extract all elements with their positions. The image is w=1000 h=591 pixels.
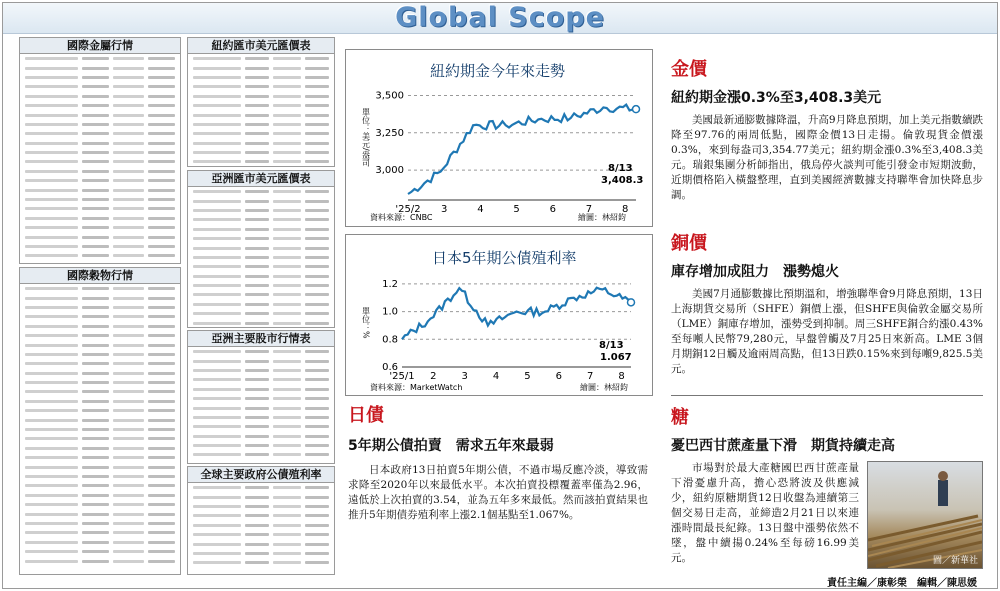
gold-annotation-date: 8/13 — [608, 163, 633, 174]
gold-xtick-label: 7 — [585, 204, 593, 215]
masthead-title: Global Scope — [395, 2, 605, 33]
intl-grains-table — [19, 267, 181, 575]
gold-xtick-label: 4 — [477, 204, 484, 215]
jgb-series-line — [402, 288, 631, 340]
gold-ytick-label: 3,500 — [375, 90, 404, 102]
gold-chart — [346, 50, 652, 226]
table-row-placeholder — [188, 63, 334, 72]
table-row-placeholder — [20, 519, 180, 528]
intl-grains-title: 國際穀物行情 — [20, 268, 180, 284]
table-row-placeholder — [188, 385, 334, 394]
table-row-placeholder — [20, 167, 180, 176]
table-row-placeholder — [188, 539, 334, 548]
table-row-placeholder — [20, 538, 180, 547]
table-row-placeholder — [20, 462, 180, 471]
table-row-placeholder — [20, 453, 180, 462]
jgb-end-marker — [628, 299, 635, 306]
table-row-placeholder — [20, 195, 180, 204]
gold-xtick-label: 3 — [441, 204, 448, 215]
page-frame — [2, 2, 998, 589]
table-row-placeholder — [20, 331, 180, 340]
table-row-placeholder — [188, 530, 334, 539]
table-row-placeholder — [188, 511, 334, 520]
table-row-placeholder — [188, 521, 334, 530]
gold-ytick-label: 3,250 — [375, 127, 404, 139]
ny-fx-table — [187, 37, 335, 167]
intl-metals-rows — [20, 54, 180, 261]
jgb-ytick-label: 0.6 — [382, 362, 398, 373]
table-row-placeholder — [20, 92, 180, 101]
table-row-placeholder — [20, 139, 180, 148]
jgb-article — [348, 401, 648, 523]
table-row-placeholder — [188, 356, 334, 365]
table-row-placeholder — [188, 253, 334, 262]
gold-body: 美國最新通膨數據降溫，升高9月降息預期，加上美元指數續跌降至97.76的兩周低點，國際金價13日走揚。倫敦現貨金價漲0.3%，來到每盎司3,354.77美元；紐約期金漲0.3%至3,408.3美元。瑞銀集團分析師指出，俄烏停火談判可能引發金市短期波動，近期價格陷入橫盤整理，直到美國經濟數據支持聯準會加快降息步調。 — [671, 114, 983, 201]
table-row-placeholder — [188, 558, 334, 567]
jgb-xtick-label: 3 — [461, 371, 468, 382]
table-row-placeholder — [20, 63, 180, 72]
gold-sub: 紐約期金漲0.3%至3,408.3美元 — [671, 90, 882, 106]
copper-body: 美國7月通膨數據比預期溫和，增強聯準會9月降息預期，13日上海期貨交易所（SHFE）銅價上漲，但SHFE與倫敦金屬交易所（LME）銅庫存增加，漲勢受到抑制。周三SHFE銅合約漲0.43%至每噸人民幣79,280元，早盤曾觸及7月25日來新高。LME 3個月期銅12日觸及逾兩周高點，但13日跌0.15%來到每噸9,825.5美元。 — [671, 288, 983, 375]
table-row-placeholder — [20, 176, 180, 185]
jgb-chart-ylabel: 單位：% — [361, 307, 371, 339]
gold-xtick-label: 6 — [549, 204, 556, 215]
jgb-chart-credit: 繪圖：林紹鈞 — [580, 383, 628, 392]
sugar-sub: 憂巴西甘蔗產量下滑 期貨持續走高 — [671, 438, 895, 454]
table-row-placeholder — [20, 406, 180, 415]
intl-metals-title: 國際金屬行情 — [20, 38, 180, 54]
table-row-placeholder — [20, 293, 180, 302]
asia-fx-title: 亞洲匯市美元匯價表 — [188, 171, 334, 187]
table-row-placeholder — [20, 322, 180, 331]
gold-chart-credit: 繪圖：林紹鈞 — [578, 213, 626, 222]
jgb-sub: 5年期公債拍賣 需求五年來最弱 — [348, 438, 554, 454]
table-row-placeholder — [188, 347, 334, 356]
table-row-placeholder — [20, 425, 180, 434]
table-row-placeholder — [188, 403, 334, 412]
table-row-placeholder — [188, 450, 334, 459]
jgb-xtick-label: 6 — [555, 371, 563, 382]
table-row-placeholder — [20, 129, 180, 138]
table-row-placeholder — [20, 397, 180, 406]
table-row-placeholder — [20, 251, 180, 260]
ny-fx-rows — [188, 54, 334, 167]
gold-head: 金價 — [671, 59, 707, 80]
table-row-placeholder — [188, 225, 334, 234]
asia-stocks-title: 亞洲主要股市行情表 — [188, 331, 334, 347]
table-row-placeholder — [188, 366, 334, 375]
gold-ytick-label: 3,000 — [375, 165, 404, 177]
table-row-placeholder — [20, 556, 180, 565]
table-row-placeholder — [188, 549, 334, 558]
table-row-placeholder — [20, 509, 180, 518]
gold-annotation-value: 3,408.3 — [601, 175, 644, 186]
jgb-chart-title: 日本5年期公債殖利率 — [432, 249, 577, 267]
table-row-placeholder — [188, 422, 334, 431]
copper-article — [671, 229, 983, 377]
table-row-placeholder — [188, 309, 334, 318]
gold-end-marker — [633, 106, 640, 113]
table-row-placeholder — [188, 54, 334, 63]
table-row-placeholder — [188, 73, 334, 82]
table-row-placeholder — [188, 120, 334, 129]
table-row-placeholder — [188, 215, 334, 224]
table-row-placeholder — [20, 340, 180, 349]
jgb-annotation-value: 1.067 — [600, 352, 632, 363]
gold-chart-source: 資料來源：CNBC — [370, 213, 433, 222]
table-row-placeholder — [20, 204, 180, 213]
table-row-placeholder — [20, 110, 180, 119]
table-row-placeholder — [20, 528, 180, 537]
table-row-placeholder — [188, 318, 334, 327]
table-row-placeholder — [188, 502, 334, 511]
asia-fx-table — [187, 170, 335, 328]
table-row-placeholder — [20, 481, 180, 490]
sugar-head: 糖 — [671, 407, 689, 428]
table-row-placeholder — [20, 359, 180, 368]
table-row-placeholder — [188, 157, 334, 166]
table-row-placeholder — [188, 110, 334, 119]
table-row-placeholder — [20, 214, 180, 223]
table-row-placeholder — [188, 492, 334, 501]
gold-chart-title: 紐約期金今年來走勢 — [430, 62, 566, 80]
table-row-placeholder — [20, 54, 180, 63]
bond-yields-rows — [188, 483, 334, 568]
masthead — [3, 3, 997, 34]
table-row-placeholder — [20, 101, 180, 110]
table-row-placeholder — [188, 139, 334, 148]
table-row-placeholder — [188, 196, 334, 205]
gold-article — [671, 55, 983, 203]
gold-xtick-label: 8 — [621, 204, 629, 215]
table-row-placeholder — [20, 500, 180, 509]
table-row-placeholder — [20, 369, 180, 378]
table-row-placeholder — [188, 441, 334, 450]
copper-head: 銅價 — [671, 233, 707, 254]
table-row-placeholder — [188, 300, 334, 309]
table-row-placeholder — [188, 101, 334, 110]
jgb-annotation-date: 8/13 — [599, 340, 624, 351]
editor-credit: 責任主編／康彰榮 編輯／陳思媛 — [827, 578, 977, 589]
jgb-xtick-label: 7 — [587, 371, 594, 382]
table-row-placeholder — [20, 547, 180, 556]
gold-xtick-label: 5 — [513, 204, 520, 215]
jgb-xtick-label: 5 — [524, 371, 531, 382]
jgb-ytick-label: 1.2 — [382, 278, 398, 290]
gold-chart-ylabel: 單位：美元/盎司 — [361, 108, 371, 167]
divider — [671, 395, 983, 396]
table-row-placeholder — [188, 82, 334, 91]
jgb-ytick-label: 0.8 — [382, 334, 398, 346]
table-row-placeholder — [20, 148, 180, 157]
jgb-xtick-label: 2 — [430, 371, 437, 382]
table-row-placeholder — [20, 157, 180, 166]
table-row-placeholder — [188, 187, 334, 196]
jgb-xtick-label: 4 — [492, 371, 500, 382]
table-row-placeholder — [20, 312, 180, 321]
table-row-placeholder — [20, 444, 180, 453]
jgb-chart — [346, 235, 652, 395]
table-row-placeholder — [188, 483, 334, 492]
table-row-placeholder — [20, 303, 180, 312]
photo-credit: 圖／新華社 — [932, 556, 978, 566]
table-row-placeholder — [20, 415, 180, 424]
table-row-placeholder — [188, 234, 334, 243]
jgb-xtick-label: '25/1 — [389, 371, 415, 382]
table-row-placeholder — [188, 243, 334, 252]
table-row-placeholder — [188, 262, 334, 271]
table-row-placeholder — [20, 232, 180, 241]
table-row-placeholder — [20, 378, 180, 387]
jgb-head: 日債 — [348, 405, 384, 426]
table-row-placeholder — [188, 394, 334, 403]
table-row-placeholder — [188, 413, 334, 422]
gold-xtick-label: '25/2 — [395, 204, 421, 215]
copper-sub: 庫存增加成阻力 漲勢熄火 — [671, 264, 839, 280]
table-row-placeholder — [188, 375, 334, 384]
jgb-ytick-label: 1.0 — [382, 306, 398, 318]
table-row-placeholder — [188, 148, 334, 157]
jgb-body: 日本政府13日拍賣5年期公債，不過市場反應冷淡，導致需求降至2020年以來最低水平。本次拍賣投標覆蓋率僅為2.96，遠低於上次拍賣的3.54，並為五年多來最低。然而該拍賣結果也推升5年期債券殖利率上漲2.1個基點至1.067%。 — [348, 464, 648, 521]
table-row-placeholder — [188, 281, 334, 290]
table-row-placeholder — [20, 73, 180, 82]
table-row-placeholder — [188, 92, 334, 101]
intl-grains-rows — [20, 284, 180, 566]
gold-chart-box — [345, 49, 653, 227]
jgb-chart-box — [345, 234, 653, 396]
table-row-placeholder — [20, 350, 180, 359]
jgb-xtick-label: 8 — [618, 371, 625, 382]
table-row-placeholder — [20, 82, 180, 91]
table-row-placeholder — [20, 223, 180, 232]
asia-stocks-table — [187, 330, 335, 464]
sugar-body: 市場對於最大產糖國巴西甘蔗產量下滑憂慮升高，擔心恐將波及供應減少，紐約原糖期貨12日收盤為連續第三個交易日走高，並締造2月21日以來連漲時間最長紀錄。13日盤中漲勢依然不墜，盤中續揚0.24%至每磅16.99美元。 — [671, 462, 859, 564]
table-row-placeholder — [20, 120, 180, 129]
table-row-placeholder — [20, 185, 180, 194]
table-row-placeholder — [20, 491, 180, 500]
bond-yields-title: 全球主要政府公債殖利率 — [188, 467, 334, 483]
asia-stocks-rows — [188, 347, 334, 460]
table-row-placeholder — [20, 472, 180, 481]
table-row-placeholder — [20, 434, 180, 443]
table-row-placeholder — [188, 272, 334, 281]
intl-metals-table — [19, 37, 181, 264]
table-row-placeholder — [188, 432, 334, 441]
table-row-placeholder — [188, 290, 334, 299]
ny-fx-title: 紐約匯市美元匯價表 — [188, 38, 334, 54]
table-row-placeholder — [20, 387, 180, 396]
bond-yields-table — [187, 466, 335, 575]
table-row-placeholder — [188, 129, 334, 138]
table-row-placeholder — [20, 242, 180, 251]
table-row-placeholder — [20, 284, 180, 293]
jgb-chart-source: 資料來源：MarketWatch — [370, 383, 463, 392]
asia-fx-rows — [188, 187, 334, 328]
sugarcane-photo — [867, 461, 983, 569]
table-row-placeholder — [188, 206, 334, 215]
